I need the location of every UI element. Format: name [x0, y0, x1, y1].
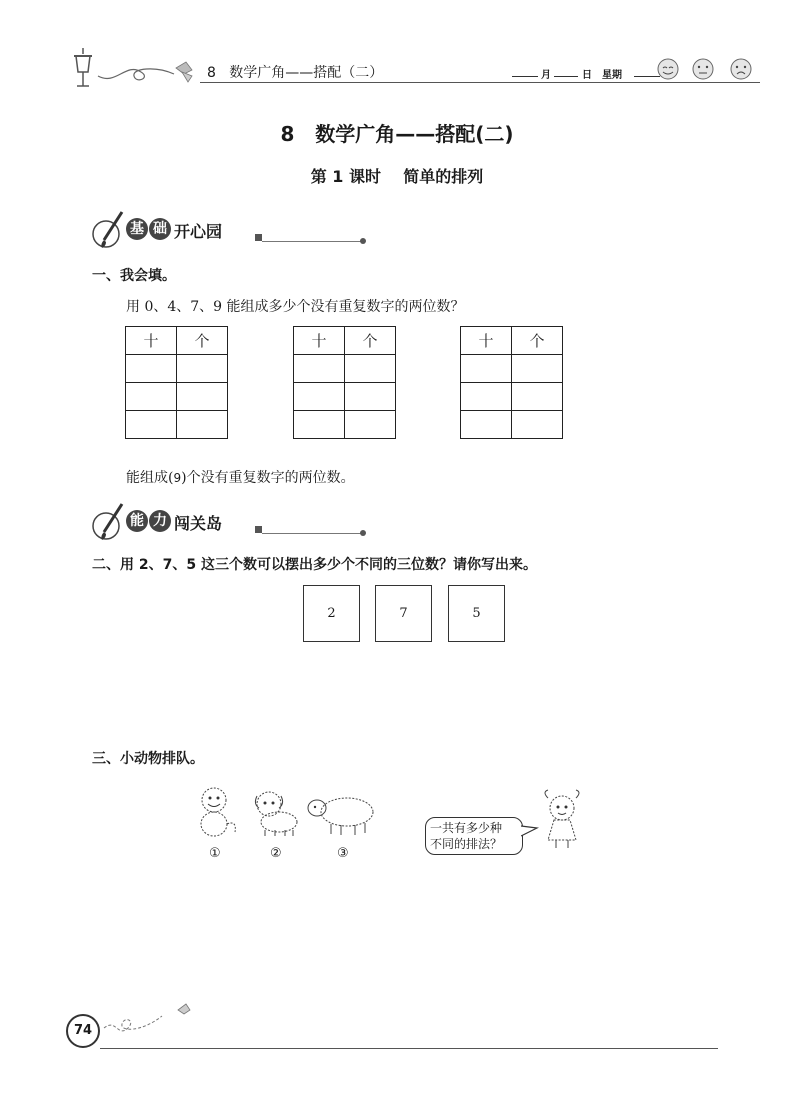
page-number-badge: 74	[66, 1014, 100, 1048]
table-cell[interactable]	[294, 411, 345, 439]
table-header-tens: 十	[294, 327, 345, 355]
animal-label-2: ②	[270, 846, 282, 861]
table-cell[interactable]	[345, 383, 396, 411]
table-cell[interactable]	[294, 383, 345, 411]
header-mood-faces	[656, 56, 756, 82]
table-cell[interactable]	[177, 411, 228, 439]
section-banner-ability	[92, 502, 372, 542]
animal-label-3: ③	[337, 846, 349, 861]
header-date-fields[interactable]	[512, 64, 662, 80]
number-box-2: 2	[303, 585, 360, 642]
table-cell[interactable]	[345, 355, 396, 383]
q1-answer: 能组成(9)个没有重复数字的两位数。	[126, 470, 355, 486]
q1-label: 一、我会填。	[92, 268, 176, 284]
bubble-line-1: 一共有多少种	[430, 821, 503, 835]
header-rule	[200, 82, 760, 83]
dog-icon	[249, 788, 303, 838]
table-header-ones: 个	[177, 327, 228, 355]
header-chapter-num: 8	[207, 65, 216, 81]
brush-icon	[92, 502, 126, 542]
header-weekday-label: 星期	[602, 70, 622, 81]
bubble-tail	[521, 824, 539, 840]
table-cell[interactable]	[512, 383, 563, 411]
table-cell[interactable]	[177, 383, 228, 411]
footer-swirl-decoration	[100, 998, 200, 1038]
page-title: 8 数学广角——搭配(二)	[280, 122, 514, 146]
monkey-icon	[192, 784, 242, 840]
table-header-tens: 十	[126, 327, 177, 355]
table-cell[interactable]	[126, 355, 177, 383]
speech-bubble	[425, 817, 523, 855]
table-cell[interactable]	[126, 383, 177, 411]
lesson-subtitle: 第 1 课时 简单的排列	[310, 167, 484, 186]
table-cell[interactable]	[177, 355, 228, 383]
header-lamp-icon	[68, 46, 98, 88]
footer-rule	[100, 1048, 718, 1049]
table-cell[interactable]	[512, 411, 563, 439]
table-header-ones: 个	[345, 327, 396, 355]
table-cell[interactable]	[512, 355, 563, 383]
table-cell[interactable]	[461, 411, 512, 439]
banner-title: 闯关岛	[174, 514, 223, 533]
table-cell[interactable]	[345, 411, 396, 439]
banner-highlight-1: 能	[126, 510, 148, 532]
table-header-ones: 个	[512, 327, 563, 355]
table-cell[interactable]	[126, 411, 177, 439]
q1-answer-value[interactable]: 9	[173, 471, 182, 485]
number-box-7: 7	[375, 585, 432, 642]
q1-text: 用 0、4、7、9 能组成多少个没有重复数字的两位数？	[126, 299, 465, 315]
number-box-5: 5	[448, 585, 505, 642]
header-chapter-title: 数学广角——搭配（二）	[229, 65, 384, 81]
digit-table-2	[293, 326, 396, 439]
q3-text: 三、小动物排队。	[92, 751, 204, 767]
girl-icon	[538, 788, 590, 850]
header-swirl-decoration	[96, 58, 206, 86]
table-cell[interactable]	[461, 383, 512, 411]
section-banner-basic	[92, 210, 372, 250]
digit-table-1	[125, 326, 228, 439]
table-cell[interactable]	[461, 355, 512, 383]
banner-highlight-2: 础	[149, 218, 171, 240]
table-cell[interactable]	[294, 355, 345, 383]
banner-highlight-1: 基	[126, 218, 148, 240]
header-month-label: 月	[541, 70, 551, 81]
table-header-tens: 十	[461, 327, 512, 355]
bubble-line-2: 不同的排法？	[430, 837, 503, 851]
banner-title: 开心园	[174, 222, 223, 241]
animal-label-1: ①	[209, 846, 221, 861]
sheep-icon	[305, 792, 379, 838]
brush-icon	[92, 210, 126, 250]
q2-text: 二、用 2、7、5 这三个数可以摆出多少个不同的三位数？请你写出来。	[92, 557, 537, 573]
digit-table-3	[460, 326, 563, 439]
header-day-label: 日	[582, 70, 592, 81]
banner-highlight-2: 力	[149, 510, 171, 532]
